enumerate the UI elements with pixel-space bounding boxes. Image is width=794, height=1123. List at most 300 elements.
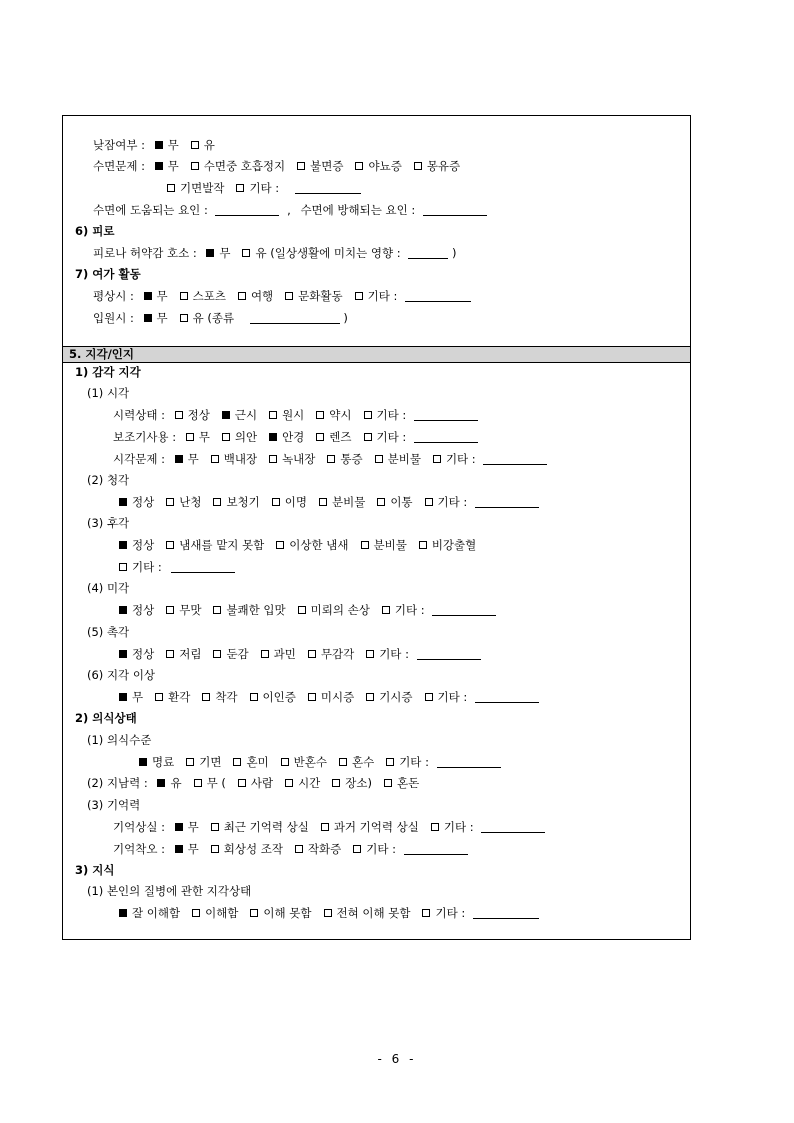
- checkbox-option[interactable]: [276, 538, 348, 552]
- checked-box-icon[interactable]: [119, 498, 127, 506]
- checkbox-label: 불면증: [310, 159, 344, 173]
- checkbox-option[interactable]: [281, 755, 327, 769]
- checkbox-label: 통증: [340, 452, 363, 466]
- checked-box-icon[interactable]: [175, 823, 183, 831]
- checkbox-label: 무: [167, 159, 179, 173]
- checkbox-option[interactable]: [144, 311, 168, 325]
- checkbox-label: 무: [187, 842, 199, 856]
- checkbox-option[interactable]: [308, 647, 354, 661]
- unchecked-box-icon[interactable]: [382, 606, 390, 614]
- checkbox-label: 전혀 이해 못함: [336, 906, 411, 920]
- checkbox-option[interactable]: [119, 603, 154, 617]
- memory-confab-options: [175, 842, 408, 856]
- checkbox-label: 근시: [234, 408, 258, 422]
- checkbox-option[interactable]: [375, 452, 421, 466]
- unchecked-box-icon[interactable]: [419, 541, 427, 549]
- checkbox-label: 렌즈: [329, 430, 352, 444]
- unchecked-box-icon[interactable]: [324, 909, 332, 917]
- checkbox-option[interactable]: [272, 495, 307, 509]
- checkbox-label: 혼돈: [397, 776, 420, 790]
- checkbox-label: 무감각: [320, 647, 355, 661]
- sleep-factors-row: [93, 203, 487, 217]
- unchecked-box-icon[interactable]: [285, 779, 293, 787]
- checkbox-label: 무: [167, 138, 179, 152]
- unchecked-box-icon[interactable]: [281, 758, 289, 766]
- checkbox-option[interactable]: [180, 311, 234, 325]
- checkbox-label: 유 (종류: [192, 311, 235, 325]
- unchecked-box-icon[interactable]: [316, 433, 324, 441]
- unchecked-box-icon[interactable]: [366, 650, 374, 658]
- unchecked-box-icon[interactable]: [355, 292, 363, 300]
- checkbox-option[interactable]: [324, 906, 411, 920]
- checkbox-option[interactable]: [355, 289, 398, 303]
- section-5-header: 5. 지각/인지: [63, 346, 690, 363]
- unchecked-box-icon[interactable]: [297, 162, 305, 170]
- unchecked-box-icon[interactable]: [166, 541, 174, 549]
- checkbox-option[interactable]: [384, 776, 419, 790]
- checkbox-label: 무: [132, 690, 144, 704]
- checkbox-option[interactable]: [166, 538, 264, 552]
- orientation-row: [87, 776, 431, 790]
- unchecked-box-icon[interactable]: [386, 758, 394, 766]
- checkbox-option[interactable]: [119, 690, 143, 704]
- checkbox-option[interactable]: [316, 408, 351, 422]
- checkbox-option[interactable]: [139, 755, 174, 769]
- checked-box-icon[interactable]: [139, 758, 147, 766]
- memory-confab-row: [113, 842, 468, 856]
- touch-other-blank[interactable]: [417, 647, 481, 660]
- checkbox-option[interactable]: [285, 289, 342, 303]
- checkbox-option[interactable]: [202, 690, 237, 704]
- fatigue-row: [93, 246, 456, 260]
- checkbox-label: 잘 이해함: [132, 906, 181, 920]
- unchecked-box-icon[interactable]: [339, 758, 347, 766]
- checkbox-option[interactable]: [238, 776, 273, 790]
- checkbox-option[interactable]: [213, 603, 285, 617]
- vision-aid-other-blank[interactable]: [414, 430, 478, 443]
- checkbox-label: 이해함: [205, 906, 239, 920]
- sleep-help-blank[interactable]: [215, 203, 279, 216]
- checkbox-label: 무: [219, 246, 231, 260]
- unchecked-box-icon[interactable]: [316, 411, 324, 419]
- checkbox-option[interactable]: [192, 906, 238, 920]
- checkbox-label: 이상한 냄새: [289, 538, 349, 552]
- checkbox-option[interactable]: [144, 289, 168, 303]
- memory-confab-label: 기억착오 :: [113, 842, 165, 856]
- checkbox-label: 명료: [152, 755, 175, 769]
- unchecked-box-icon[interactable]: [186, 433, 194, 441]
- checkbox-option[interactable]: [119, 495, 154, 509]
- checkbox-option[interactable]: [414, 159, 460, 173]
- checkbox-label: 백내장: [223, 452, 258, 466]
- sleep-problem-options: [155, 159, 473, 173]
- checkbox-option[interactable]: [155, 690, 190, 704]
- nap-label: 낮잠여부 :: [93, 138, 145, 152]
- unchecked-box-icon[interactable]: [308, 693, 316, 701]
- checkbox-option[interactable]: [233, 755, 268, 769]
- checkbox-label: 스포츠: [192, 289, 226, 303]
- unchecked-box-icon[interactable]: [384, 779, 392, 787]
- unchecked-box-icon[interactable]: [155, 693, 163, 701]
- checkbox-option[interactable]: [321, 820, 419, 834]
- checked-box-icon[interactable]: [175, 845, 183, 853]
- checkbox-option[interactable]: [167, 181, 224, 195]
- unchecked-box-icon[interactable]: [180, 292, 188, 300]
- hearing-row: [113, 495, 539, 509]
- checkbox-option[interactable]: [366, 647, 409, 661]
- checkbox-option[interactable]: [366, 690, 412, 704]
- taste-row: [113, 603, 496, 617]
- unchecked-box-icon[interactable]: [233, 758, 241, 766]
- checkbox-label: 무: [187, 820, 199, 834]
- unchecked-box-icon[interactable]: [422, 909, 430, 917]
- checkbox-option[interactable]: [269, 452, 315, 466]
- checkbox-label: 무: [156, 311, 168, 325]
- checkbox-option[interactable]: [155, 159, 179, 173]
- unchecked-box-icon[interactable]: [211, 455, 219, 463]
- unchecked-box-icon[interactable]: [269, 411, 277, 419]
- orientation-label: (2) 지남력 :: [87, 776, 148, 790]
- checkbox-option[interactable]: [186, 430, 210, 444]
- checked-box-icon[interactable]: [155, 141, 163, 149]
- checkbox-option[interactable]: [425, 690, 468, 704]
- unchecked-box-icon[interactable]: [261, 650, 269, 658]
- unchecked-box-icon[interactable]: [166, 498, 174, 506]
- unchecked-box-icon[interactable]: [414, 162, 422, 170]
- sleep-problem-row: [93, 159, 472, 173]
- checkbox-option[interactable]: [166, 603, 201, 617]
- checkbox-label: 이명: [284, 495, 307, 509]
- orientation-options: [157, 776, 431, 790]
- checkbox-option[interactable]: [213, 647, 248, 661]
- unchecked-box-icon[interactable]: [213, 650, 221, 658]
- unchecked-box-icon[interactable]: [295, 845, 303, 853]
- checkbox-option[interactable]: [327, 452, 362, 466]
- checkbox-label: 기타 :: [443, 820, 474, 834]
- checkbox-label: 기면: [199, 755, 222, 769]
- checkbox-option[interactable]: [119, 560, 162, 574]
- checkbox-option[interactable]: [433, 452, 476, 466]
- checkbox-option[interactable]: [186, 755, 221, 769]
- unchecked-box-icon[interactable]: [276, 541, 284, 549]
- checked-box-icon[interactable]: [144, 292, 152, 300]
- checkbox-label: 정상: [132, 538, 155, 552]
- checkbox-option[interactable]: [191, 159, 285, 173]
- nap-row: [93, 138, 227, 152]
- checkbox-label: 사람: [250, 776, 274, 790]
- checkbox-label: 시간: [298, 776, 321, 790]
- checkbox-label: 기시증: [379, 690, 413, 704]
- checkbox-label: 둔감: [226, 647, 249, 661]
- checkbox-option[interactable]: [175, 452, 199, 466]
- checked-box-icon[interactable]: [222, 411, 230, 419]
- checkbox-option[interactable]: [332, 776, 372, 790]
- checked-box-icon[interactable]: [119, 606, 127, 614]
- checkbox-option[interactable]: [361, 538, 407, 552]
- smell-options-2: [119, 560, 174, 574]
- leisure-hospital-row: [93, 311, 348, 325]
- unchecked-box-icon[interactable]: [272, 498, 280, 506]
- checkbox-option[interactable]: [269, 408, 304, 422]
- vision-problem-row: [113, 452, 547, 466]
- hearing-options: [119, 495, 479, 509]
- unchecked-box-icon[interactable]: [332, 779, 340, 787]
- checkbox-option[interactable]: [386, 755, 429, 769]
- unchecked-box-icon[interactable]: [269, 455, 277, 463]
- leisure-kind-blank[interactable]: [250, 311, 340, 324]
- illness-other-blank[interactable]: [473, 906, 539, 919]
- checkbox-label: 기타 :: [132, 560, 162, 574]
- consciousness-level-title: (1) 의식수준: [87, 733, 152, 747]
- checkbox-option[interactable]: [382, 603, 425, 617]
- checkbox-option[interactable]: [250, 906, 311, 920]
- checkbox-label: 기타 :: [367, 289, 398, 303]
- touch-options: [119, 647, 421, 661]
- checkbox-label: 문화활동: [298, 289, 343, 303]
- checkbox-option[interactable]: [419, 538, 476, 552]
- checkbox-label: 기타 :: [437, 690, 468, 704]
- checkbox-option[interactable]: [155, 138, 179, 152]
- checkbox-option[interactable]: [298, 603, 370, 617]
- checkbox-option[interactable]: [238, 289, 273, 303]
- checkbox-label: 미시증: [320, 690, 355, 704]
- memory-loss-label: 기억상실 :: [113, 820, 165, 834]
- unchecked-box-icon[interactable]: [285, 292, 293, 300]
- checkbox-label: 원시: [282, 408, 305, 422]
- checkbox-label: 기타 :: [437, 495, 468, 509]
- smell-row-2: [113, 560, 235, 574]
- hearing-title: (2) 청각: [87, 473, 130, 487]
- checkbox-option[interactable]: [175, 408, 210, 422]
- checkbox-label: 유: [203, 138, 215, 152]
- checkbox-option[interactable]: [213, 495, 259, 509]
- unchecked-box-icon[interactable]: [211, 823, 219, 831]
- checkbox-label: 비강출혈: [431, 538, 477, 552]
- checked-box-icon[interactable]: [119, 693, 127, 701]
- checkbox-label: 분비물: [373, 538, 407, 552]
- vision-status-other-blank[interactable]: [414, 408, 478, 421]
- smell-title: (3) 후각: [87, 516, 130, 530]
- unchecked-box-icon[interactable]: [236, 184, 244, 192]
- checkbox-option[interactable]: [339, 755, 374, 769]
- consciousness-level-row: [133, 755, 501, 769]
- checkbox-label: 이인증: [262, 690, 296, 704]
- knowledge-title: 3) 지식: [75, 863, 115, 877]
- unchecked-box-icon[interactable]: [166, 650, 174, 658]
- unchecked-box-icon[interactable]: [355, 162, 363, 170]
- checkbox-option[interactable]: [175, 842, 199, 856]
- unchecked-box-icon[interactable]: [308, 650, 316, 658]
- fatigue-options: [206, 246, 412, 260]
- checkbox-option[interactable]: [166, 647, 201, 661]
- smell-options: [119, 538, 488, 552]
- checked-box-icon[interactable]: [269, 433, 277, 441]
- checkbox-label: 무맛: [179, 603, 202, 617]
- sleep-hinder-blank[interactable]: [423, 203, 487, 216]
- unchecked-box-icon[interactable]: [194, 779, 202, 787]
- sleep-problem-label: 수면문제 :: [93, 159, 145, 173]
- unchecked-box-icon[interactable]: [175, 411, 183, 419]
- checked-box-icon[interactable]: [175, 455, 183, 463]
- checkbox-option[interactable]: [119, 538, 154, 552]
- checked-box-icon[interactable]: [157, 779, 165, 787]
- vision-problem-options: [175, 452, 488, 466]
- unchecked-box-icon[interactable]: [364, 411, 372, 419]
- checkbox-label: 유: [170, 776, 182, 790]
- leisure-other-blank[interactable]: [405, 289, 471, 302]
- checkbox-option[interactable]: [236, 181, 279, 195]
- checkbox-label: 수면중 호흡정지: [203, 159, 286, 173]
- unchecked-box-icon[interactable]: [353, 845, 361, 853]
- unchecked-box-icon[interactable]: [213, 606, 221, 614]
- smell-other-blank[interactable]: [171, 560, 235, 573]
- consciousness-level-options: [139, 755, 441, 769]
- unchecked-box-icon[interactable]: [366, 693, 374, 701]
- unchecked-box-icon[interactable]: [180, 314, 188, 322]
- checkbox-label: 무 (: [206, 776, 226, 790]
- checkbox-option[interactable]: [308, 690, 354, 704]
- checked-box-icon[interactable]: [206, 249, 214, 257]
- unchecked-box-icon[interactable]: [425, 498, 433, 506]
- taste-options: [119, 603, 437, 617]
- assessment-form: [62, 115, 691, 940]
- checkbox-option[interactable]: [211, 842, 283, 856]
- checkbox-option[interactable]: [191, 138, 215, 152]
- checkbox-option[interactable]: [377, 495, 412, 509]
- vision-status-row: [113, 408, 478, 422]
- checkbox-option[interactable]: [364, 430, 407, 444]
- checkbox-label: 환각: [168, 690, 191, 704]
- checked-box-icon[interactable]: [119, 909, 127, 917]
- checkbox-option[interactable]: [211, 452, 257, 466]
- checkbox-label: 냄새를 맡지 못함: [179, 538, 265, 552]
- checked-box-icon[interactable]: [155, 162, 163, 170]
- unchecked-box-icon[interactable]: [186, 758, 194, 766]
- checkbox-option[interactable]: [297, 159, 343, 173]
- checkbox-option[interactable]: [119, 906, 180, 920]
- checkbox-label: 야뇨증: [368, 159, 402, 173]
- unchecked-box-icon[interactable]: [192, 909, 200, 917]
- checkbox-label: 착각: [215, 690, 238, 704]
- checkbox-option[interactable]: [355, 159, 401, 173]
- checked-box-icon[interactable]: [119, 541, 127, 549]
- unchecked-box-icon[interactable]: [319, 498, 327, 506]
- unchecked-box-icon[interactable]: [119, 563, 127, 571]
- checkbox-option[interactable]: [222, 430, 257, 444]
- unchecked-box-icon[interactable]: [298, 606, 306, 614]
- unchecked-box-icon[interactable]: [321, 823, 329, 831]
- checkbox-option[interactable]: [175, 820, 199, 834]
- checkbox-label: 보청기: [226, 495, 260, 509]
- unchecked-box-icon[interactable]: [191, 141, 199, 149]
- checkbox-option[interactable]: [211, 820, 309, 834]
- checkbox-option[interactable]: [157, 776, 181, 790]
- vision-problem-other-blank[interactable]: [483, 452, 547, 465]
- unchecked-box-icon[interactable]: [361, 541, 369, 549]
- memory-loss-options: [175, 820, 486, 834]
- vision-aid-options: [186, 430, 419, 444]
- vision-aid-row: [113, 430, 478, 444]
- checkbox-label: 무: [198, 430, 210, 444]
- sleep-problem-options-2: [167, 181, 291, 195]
- fatigue-close: ): [451, 246, 457, 260]
- memory-loss-other-blank[interactable]: [481, 820, 545, 833]
- checkbox-option[interactable]: [119, 647, 154, 661]
- checkbox-option[interactable]: [316, 430, 351, 444]
- checkbox-label: 최근 기억력 상실: [223, 820, 309, 834]
- checkbox-option[interactable]: [194, 776, 226, 790]
- checkbox-option[interactable]: [180, 289, 226, 303]
- unchecked-box-icon[interactable]: [211, 845, 219, 853]
- unchecked-box-icon[interactable]: [250, 693, 258, 701]
- checkbox-option[interactable]: [295, 842, 341, 856]
- checkbox-option[interactable]: [364, 408, 407, 422]
- unchecked-box-icon[interactable]: [222, 433, 230, 441]
- checkbox-option[interactable]: [242, 246, 400, 260]
- unchecked-box-icon[interactable]: [375, 455, 383, 463]
- checkbox-option[interactable]: [319, 495, 365, 509]
- abnormal-row: [113, 690, 539, 704]
- checkbox-option[interactable]: [422, 906, 465, 920]
- smell-row: [113, 538, 488, 552]
- checkbox-label: 기면발작: [180, 181, 225, 195]
- checkbox-option[interactable]: [269, 430, 304, 444]
- checkbox-option[interactable]: [425, 495, 468, 509]
- checkbox-option[interactable]: [250, 690, 296, 704]
- touch-row: [113, 647, 481, 661]
- consciousness-other-blank[interactable]: [437, 755, 501, 768]
- unchecked-box-icon[interactable]: [202, 693, 210, 701]
- abnormal-other-blank[interactable]: [475, 690, 539, 703]
- checked-box-icon[interactable]: [144, 314, 152, 322]
- unchecked-box-icon[interactable]: [242, 249, 250, 257]
- unchecked-box-icon[interactable]: [364, 433, 372, 441]
- unchecked-box-icon[interactable]: [213, 498, 221, 506]
- unchecked-box-icon[interactable]: [425, 693, 433, 701]
- checked-box-icon[interactable]: [119, 650, 127, 658]
- unchecked-box-icon[interactable]: [377, 498, 385, 506]
- unchecked-box-icon[interactable]: [167, 184, 175, 192]
- fatigue-effect-blank[interactable]: [408, 246, 448, 259]
- vision-aid-label: 보조기사용 :: [113, 430, 177, 444]
- unchecked-box-icon[interactable]: [191, 162, 199, 170]
- checkbox-option[interactable]: [206, 246, 230, 260]
- checkbox-option[interactable]: [353, 842, 396, 856]
- illness-title: (1) 본인의 질병에 관한 지각상태: [87, 884, 252, 898]
- memory-confab-other-blank[interactable]: [404, 842, 468, 855]
- checkbox-label: 기타 :: [399, 755, 429, 769]
- hearing-other-blank[interactable]: [475, 495, 539, 508]
- checkbox-option[interactable]: [431, 820, 474, 834]
- checkbox-option[interactable]: [261, 647, 296, 661]
- unchecked-box-icon[interactable]: [250, 909, 258, 917]
- checkbox-option[interactable]: [166, 495, 201, 509]
- unchecked-box-icon[interactable]: [431, 823, 439, 831]
- fatigue-title: 6) 피로: [75, 224, 115, 238]
- leisure-usual-options: [144, 289, 410, 303]
- checkbox-label: 불쾌한 입맛: [226, 603, 286, 617]
- unchecked-box-icon[interactable]: [238, 292, 246, 300]
- leisure-hospital-options: [144, 311, 247, 325]
- unchecked-box-icon[interactable]: [433, 455, 441, 463]
- checkbox-option[interactable]: [285, 776, 320, 790]
- sleep-other-blank[interactable]: [295, 181, 361, 194]
- unchecked-box-icon[interactable]: [166, 606, 174, 614]
- taste-other-blank[interactable]: [432, 603, 496, 616]
- checkbox-option[interactable]: [222, 408, 257, 422]
- unchecked-box-icon[interactable]: [327, 455, 335, 463]
- unchecked-box-icon[interactable]: [238, 779, 246, 787]
